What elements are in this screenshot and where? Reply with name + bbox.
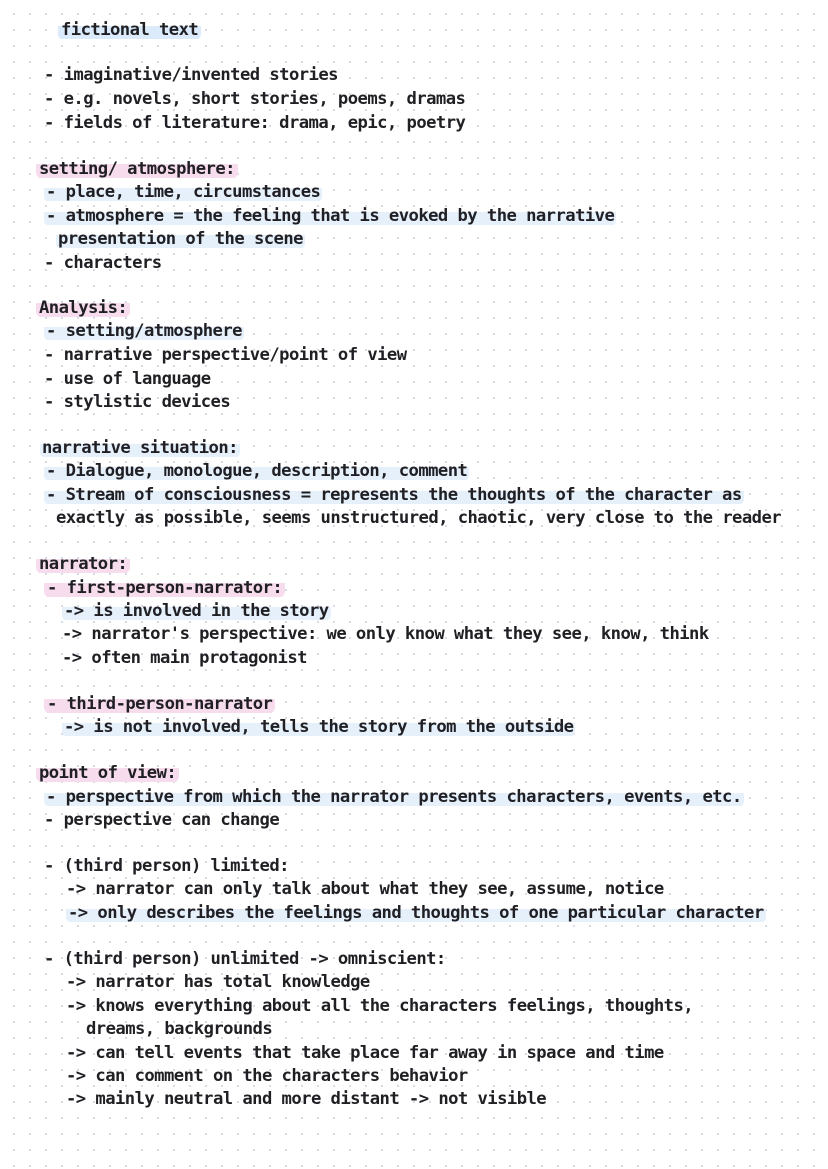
list-item: presentation of the scene	[58, 229, 303, 249]
list-item: -> can comment on the characters behavior	[66, 1066, 468, 1086]
list-item: -> narrator's perspective: we only know what they see, know, think	[62, 624, 709, 644]
list-item: - use of language	[44, 369, 211, 389]
list-item: - perspective from which the narrator presents characters, events, etc.	[46, 787, 742, 807]
sub-heading-limited: - (third person) limited:	[44, 856, 289, 876]
list-item: - Stream of consciousness = represents the thoughts of the character as	[46, 485, 742, 505]
list-item: exactly as possible, seems unstructured, chaotic, very close to the reader	[56, 508, 782, 528]
heading-setting-atmosphere: setting/ atmosphere:	[36, 158, 238, 181]
sub-heading-unlimited: - (third person) unlimited -> omniscient:	[44, 949, 446, 969]
list-item: -> mainly neutral and more distant -> not visible	[66, 1089, 547, 1109]
heading-fictional-text: fictional text	[58, 19, 201, 42]
sub-heading-first-person: - first-person-narrator:	[44, 577, 285, 600]
list-item: - e.g. novels, short stories, poems, dramas	[44, 89, 466, 109]
list-item: - perspective can change	[44, 810, 280, 830]
list-item: - stylistic devices	[44, 392, 231, 412]
list-item: - place, time, circumstances	[46, 182, 321, 202]
list-item: -> narrator has total knowledge	[66, 972, 370, 992]
list-item: -> is involved in the story	[64, 601, 329, 621]
list-item: -> can tell events that take place far away in space and time	[66, 1043, 664, 1063]
heading-analysis: Analysis:	[36, 297, 130, 320]
list-item: - narrative perspective/point of view	[44, 345, 407, 365]
sub-heading-third-person: - third-person-narrator	[44, 693, 275, 716]
list-item: dreams, backgrounds	[86, 1019, 273, 1039]
list-item: - atmosphere = the feeling that is evoked by the narrative	[46, 206, 615, 226]
list-item: - fields of literature: drama, epic, poetry	[44, 113, 466, 133]
list-item: - Dialogue, monologue, description, comment	[46, 461, 468, 481]
list-item: -> is not involved, tells the story from the outside	[64, 717, 574, 737]
list-item: - setting/atmosphere	[46, 321, 242, 341]
heading-narrator: narrator:	[36, 553, 130, 576]
list-item: -> knows everything about all the characters feelings, thoughts,	[66, 996, 694, 1016]
list-item: -> often main protagonist	[62, 648, 307, 668]
list-item: -> narrator can only talk about what they see, assume, notice	[66, 879, 664, 899]
heading-narrative-situation: narrative situation:	[42, 438, 238, 458]
list-item: - characters	[44, 253, 162, 273]
list-item: -> only describes the feelings and thoughts of one particular character	[68, 903, 764, 923]
list-item: - imaginative/invented stories	[44, 65, 338, 85]
heading-point-of-view: point of view:	[36, 762, 179, 785]
